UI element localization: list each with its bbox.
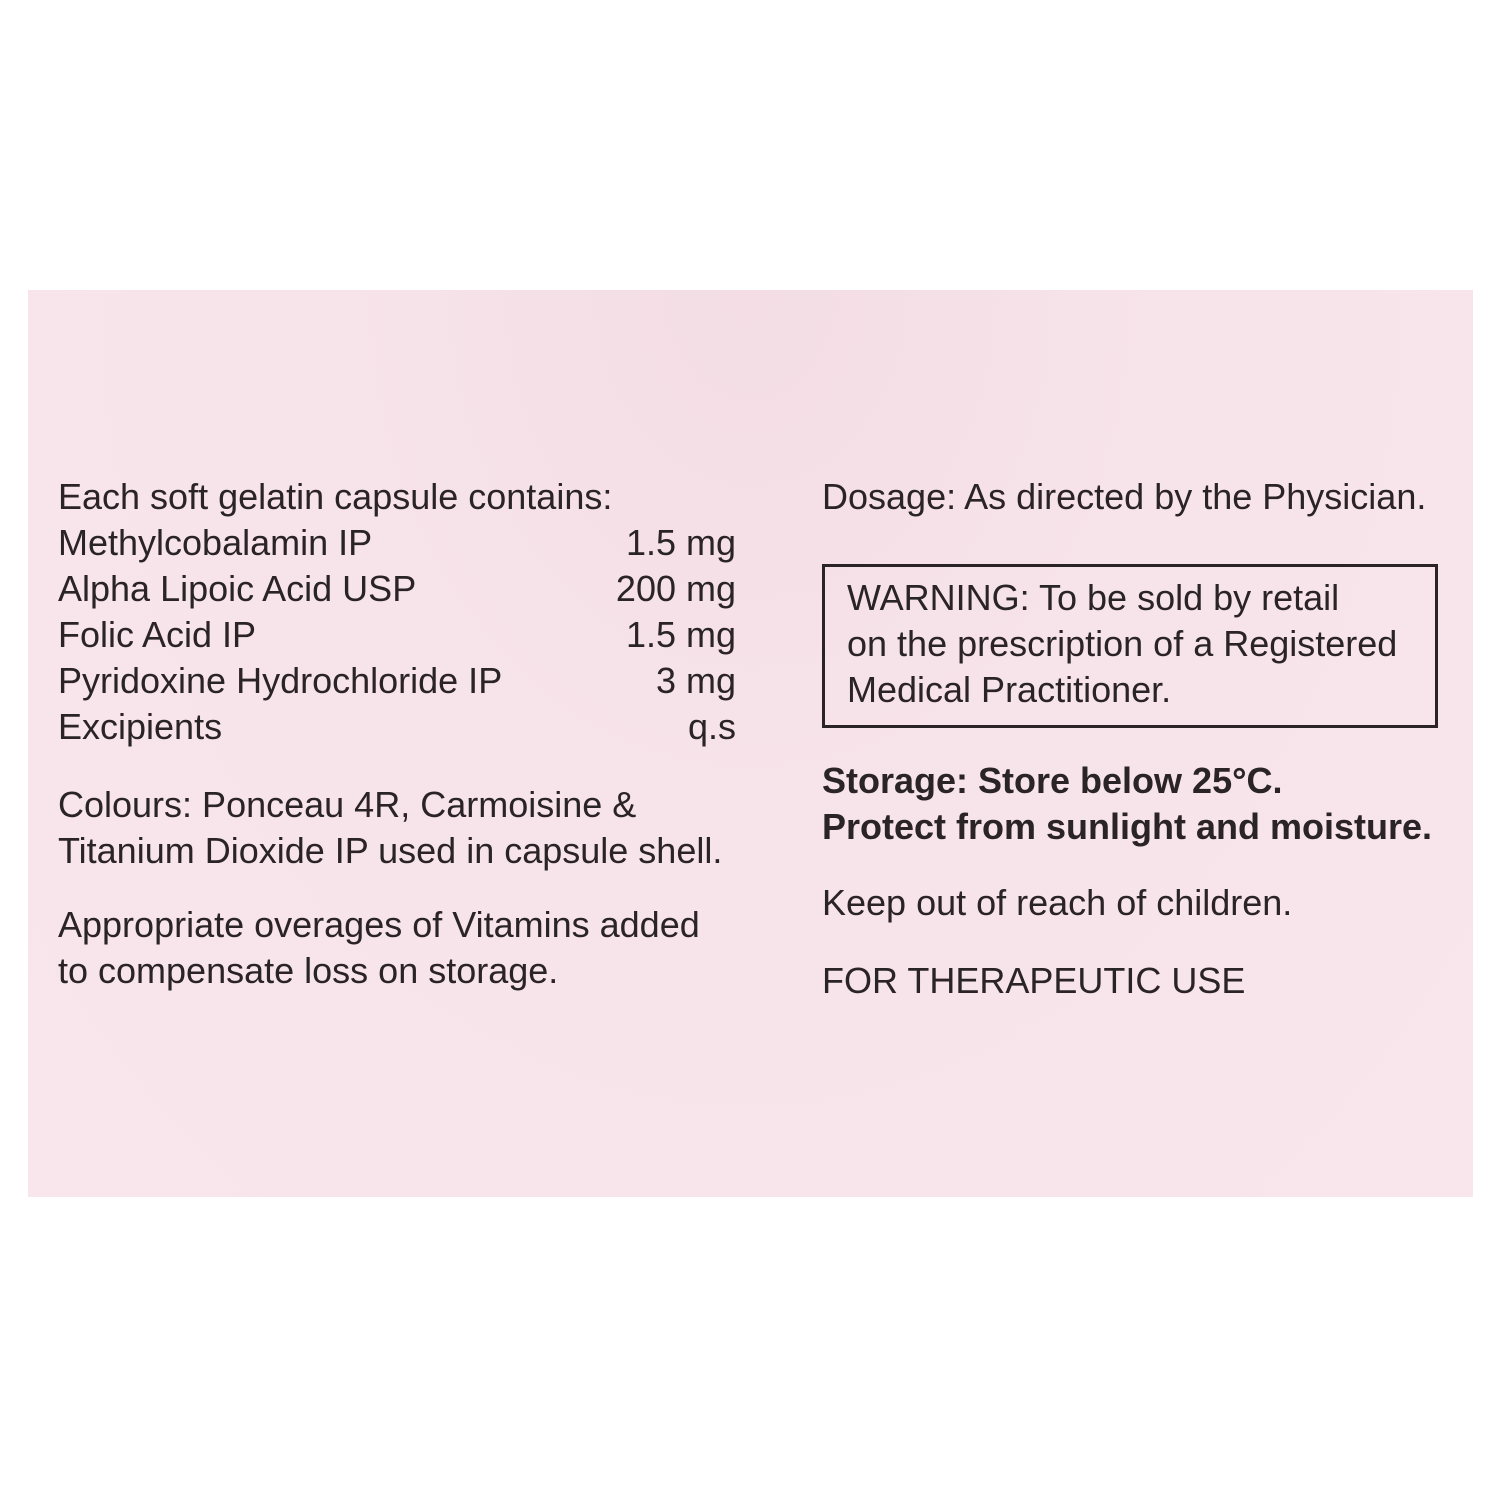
ingredient-name: Folic Acid IP bbox=[58, 614, 257, 655]
ingredient-row bbox=[58, 658, 736, 704]
dosage-text: Dosage: As directed by the Physician. bbox=[822, 476, 1427, 517]
warning-line: Medical Practitioner. bbox=[847, 669, 1172, 710]
composition-section bbox=[58, 474, 758, 994]
colours-line: Titanium Dioxide IP used in capsule shell. bbox=[58, 830, 723, 871]
ingredient-row bbox=[58, 704, 736, 750]
ingredient-name: Alpha Lipoic Acid USP bbox=[58, 568, 417, 609]
overages-line: Appropriate overages of Vitamins added bbox=[58, 904, 700, 945]
overages-note bbox=[58, 902, 758, 994]
storage-line: Storage: Store below 25°C. bbox=[822, 760, 1283, 801]
storage-line: Protect from sunlight and moisture. bbox=[822, 806, 1433, 847]
ingredient-amount: 1.5 mg bbox=[625, 522, 736, 563]
ingredient-amount: 3 mg bbox=[655, 660, 736, 701]
storage-instructions bbox=[822, 758, 1432, 850]
ingredient-name: Methylcobalamin IP bbox=[58, 522, 373, 563]
colours-line: Colours: Ponceau 4R, Carmoisine & bbox=[58, 784, 637, 825]
ingredient-amount: 1.5 mg bbox=[625, 614, 736, 655]
ingredient-row bbox=[58, 520, 736, 566]
ingredient-row bbox=[58, 612, 736, 658]
keep-out-text: Keep out of reach of children. bbox=[822, 882, 1293, 923]
therapeutic-use-text: FOR THERAPEUTIC USE bbox=[822, 960, 1246, 1001]
colours-note bbox=[58, 782, 758, 874]
ingredient-name: Excipients bbox=[58, 706, 223, 747]
ingredient-amount: 200 mg bbox=[615, 568, 736, 609]
instructions-section bbox=[822, 474, 1462, 1001]
warning-box bbox=[822, 564, 1438, 728]
warning-line: WARNING: To be sold by retail bbox=[847, 577, 1340, 618]
warning-line: on the prescription of a Registered bbox=[847, 623, 1398, 664]
ingredient-amount: q.s bbox=[687, 706, 736, 747]
ingredient-row bbox=[58, 566, 736, 612]
ingredient-name: Pyridoxine Hydrochloride IP bbox=[58, 660, 503, 701]
composition-heading: Each soft gelatin capsule contains: bbox=[58, 476, 613, 517]
overages-line: to compensate loss on storage. bbox=[58, 950, 559, 991]
